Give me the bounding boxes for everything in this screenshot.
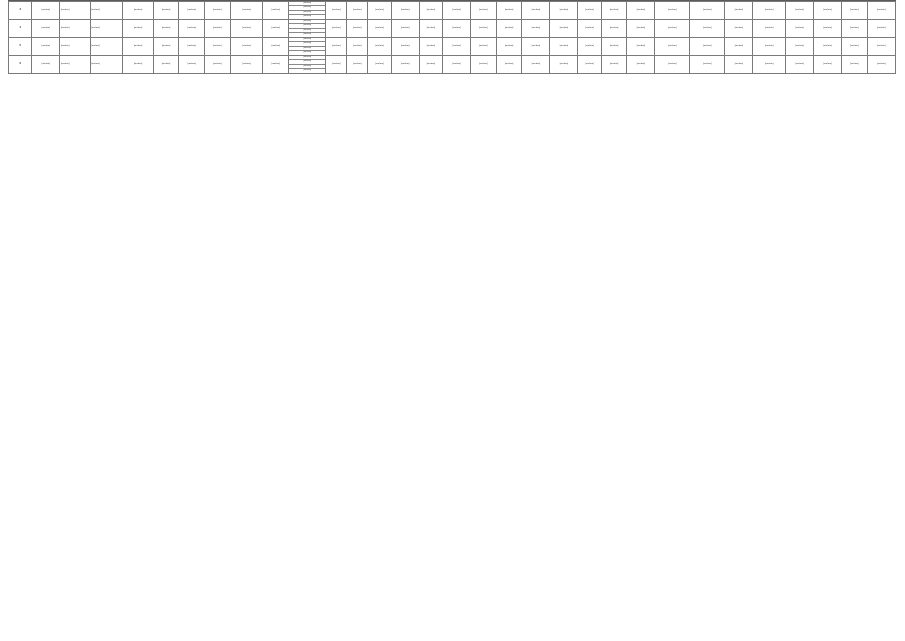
table-subcell: [unclear] [289, 6, 325, 10]
table-cell: [unclear] [550, 19, 578, 37]
table-cell: [unclear] [471, 19, 497, 37]
table-cell: [unclear] [690, 37, 725, 55]
table-subcell: [unclear] [303, 15, 312, 18]
table-cell: [unclear] [153, 19, 179, 37]
table-cell: [unclear] [263, 37, 289, 55]
table-cell: [unclear] [347, 55, 368, 73]
table-cell: [unclear] [842, 19, 868, 37]
row-number: 4 [9, 19, 32, 37]
table-cell: [unclear] [814, 37, 842, 55]
table-cell: [unclear] [496, 37, 522, 55]
table-cell: [unclear] [90, 2, 123, 20]
table-cell: [unclear] [550, 2, 578, 20]
table-cell-stacked [289, 37, 326, 55]
table-cell-stacked [289, 19, 326, 37]
table-cell: [unclear] [725, 19, 753, 37]
table-cell: [unclear] [368, 2, 391, 20]
table-cell: [unclear] [842, 2, 868, 20]
table-cell: [unclear] [578, 55, 601, 73]
table-cell: [unclear] [496, 2, 522, 20]
table-cell: [unclear] [443, 37, 471, 55]
table-cell: [unclear] [786, 2, 814, 20]
table-cell: [unclear] [153, 2, 179, 20]
table-cell: [unclear] [419, 19, 442, 37]
table-subcell: [unclear] [289, 56, 325, 60]
table-cell: [unclear] [522, 2, 550, 20]
table-cell: [unclear] [443, 19, 471, 37]
table-cell: [unclear] [60, 2, 90, 20]
table-cell: [unclear] [842, 37, 868, 55]
table-cell: [unclear] [655, 2, 690, 20]
table-cell: [unclear] [179, 55, 205, 73]
table-cell: [unclear] [263, 19, 289, 37]
table-cell: [unclear] [753, 55, 786, 73]
table-cell: [unclear] [205, 19, 231, 37]
spreadsheet-page [8, 0, 896, 641]
table-cell: [unclear] [578, 37, 601, 55]
table-cell: [unclear] [786, 37, 814, 55]
table-cell: [unclear] [690, 19, 725, 37]
table-cell: [unclear] [32, 37, 60, 55]
table-cell: [unclear] [347, 37, 368, 55]
table-cell: [unclear] [419, 55, 442, 73]
table-cell: [unclear] [867, 2, 895, 20]
table-cell: [unclear] [32, 2, 60, 20]
table-cell: [unclear] [867, 37, 895, 55]
table-cell: [unclear] [578, 19, 601, 37]
table-cell: [unclear] [90, 37, 123, 55]
table-row [9, 2, 896, 20]
row-number: 5 [9, 37, 32, 55]
table-cell: [unclear] [786, 55, 814, 73]
table-cell: [unclear] [326, 37, 347, 55]
table-row [9, 37, 896, 55]
table-cell: [unclear] [496, 19, 522, 37]
table-cell: [unclear] [753, 2, 786, 20]
table-subcell: [unclear] [303, 51, 312, 54]
table-subcell: [unclear] [303, 33, 312, 36]
table-subcell: [unclear] [289, 65, 325, 69]
row-number: 6 [9, 55, 32, 73]
table-cell: [unclear] [471, 55, 497, 73]
table-cell: [unclear] [471, 2, 497, 20]
table-cell: [unclear] [205, 55, 231, 73]
table-row [9, 19, 896, 37]
table-subcell: [unclear] [289, 60, 325, 64]
table-cell: [unclear] [753, 37, 786, 55]
table-cell: [unclear] [391, 2, 419, 20]
table-cell: [unclear] [578, 2, 601, 20]
table-cell: [unclear] [153, 37, 179, 55]
table-cell: [unclear] [90, 19, 123, 37]
table-cell: [unclear] [522, 19, 550, 37]
table-cell: [unclear] [522, 55, 550, 73]
table-cell: [unclear] [496, 55, 522, 73]
table-cell: [unclear] [814, 2, 842, 20]
table-cell: [unclear] [230, 55, 263, 73]
table-subcell: [unclear] [289, 11, 325, 15]
table-cell: [unclear] [230, 2, 263, 20]
table-cell-stacked [289, 2, 326, 20]
table-cell: [unclear] [471, 37, 497, 55]
table-cell: [unclear] [123, 55, 153, 73]
table-subcell: [unclear] [289, 20, 325, 24]
table-cell: [unclear] [627, 2, 655, 20]
table-cell: [unclear] [601, 55, 627, 73]
table-cell: [unclear] [443, 55, 471, 73]
table-subcell: [unclear] [303, 69, 312, 72]
table-cell: [unclear] [753, 19, 786, 37]
table-cell: [unclear] [814, 19, 842, 37]
table-cell: [unclear] [90, 55, 123, 73]
table-cell: [unclear] [443, 2, 471, 20]
table-cell: [unclear] [391, 55, 419, 73]
table-cell: [unclear] [867, 55, 895, 73]
table-cell: [unclear] [601, 19, 627, 37]
table-cell: [unclear] [655, 55, 690, 73]
table-cell: [unclear] [263, 55, 289, 73]
table-cell: [unclear] [627, 19, 655, 37]
table-cell: [unclear] [655, 19, 690, 37]
table-cell: [unclear] [627, 37, 655, 55]
table-cell: [unclear] [326, 19, 347, 37]
table-cell: [unclear] [263, 2, 289, 20]
table-cell: [unclear] [627, 55, 655, 73]
table-subcell: [unclear] [289, 38, 325, 42]
table-cell: [unclear] [123, 19, 153, 37]
table-cell: [unclear] [60, 55, 90, 73]
table-cell: [unclear] [522, 37, 550, 55]
table-cell: [unclear] [368, 19, 391, 37]
table-subcell: [unclear] [289, 29, 325, 33]
table-cell: [unclear] [690, 55, 725, 73]
data-table [8, 1, 896, 74]
table-cell: [unclear] [60, 37, 90, 55]
table-subcell: [unclear] [289, 42, 325, 46]
table-cell: [unclear] [205, 2, 231, 20]
table-cell: [unclear] [230, 37, 263, 55]
table-cell: [unclear] [368, 55, 391, 73]
table-cell-stacked [289, 55, 326, 73]
table-cell: [unclear] [123, 37, 153, 55]
table-cell: [unclear] [419, 2, 442, 20]
table-cell: [unclear] [391, 37, 419, 55]
table-cell: [unclear] [179, 19, 205, 37]
table-cell: [unclear] [326, 55, 347, 73]
table-cell: [unclear] [814, 55, 842, 73]
table-cell: [unclear] [60, 19, 90, 37]
table-cell: [unclear] [867, 19, 895, 37]
table-subcell: [unclear] [289, 24, 325, 28]
table-cell: [unclear] [655, 37, 690, 55]
table-cell: [unclear] [419, 37, 442, 55]
table-cell: [unclear] [230, 19, 263, 37]
table-cell: [unclear] [690, 2, 725, 20]
table-cell: [unclear] [601, 2, 627, 20]
table-cell: [unclear] [326, 2, 347, 20]
table-cell: [unclear] [32, 19, 60, 37]
table-cell: [unclear] [368, 37, 391, 55]
table-cell: [unclear] [725, 37, 753, 55]
table-cell: [unclear] [786, 19, 814, 37]
table-cell: [unclear] [179, 2, 205, 20]
table-cell: [unclear] [179, 37, 205, 55]
table-row [9, 55, 896, 73]
table-cell: [unclear] [32, 55, 60, 73]
table-cell: [unclear] [550, 37, 578, 55]
table-cell: [unclear] [842, 55, 868, 73]
table-cell: [unclear] [347, 19, 368, 37]
table-cell: [unclear] [550, 55, 578, 73]
table-cell: [unclear] [391, 19, 419, 37]
table-cell: [unclear] [725, 2, 753, 20]
table-cell: [unclear] [725, 55, 753, 73]
table-cell: [unclear] [347, 2, 368, 20]
table-cell: [unclear] [205, 37, 231, 55]
row-number: 3 [9, 2, 32, 20]
table-cell: [unclear] [153, 55, 179, 73]
table-subcell: [unclear] [289, 2, 325, 6]
table-cell: [unclear] [601, 37, 627, 55]
table-subcell: [unclear] [289, 47, 325, 51]
table-cell: [unclear] [123, 2, 153, 20]
